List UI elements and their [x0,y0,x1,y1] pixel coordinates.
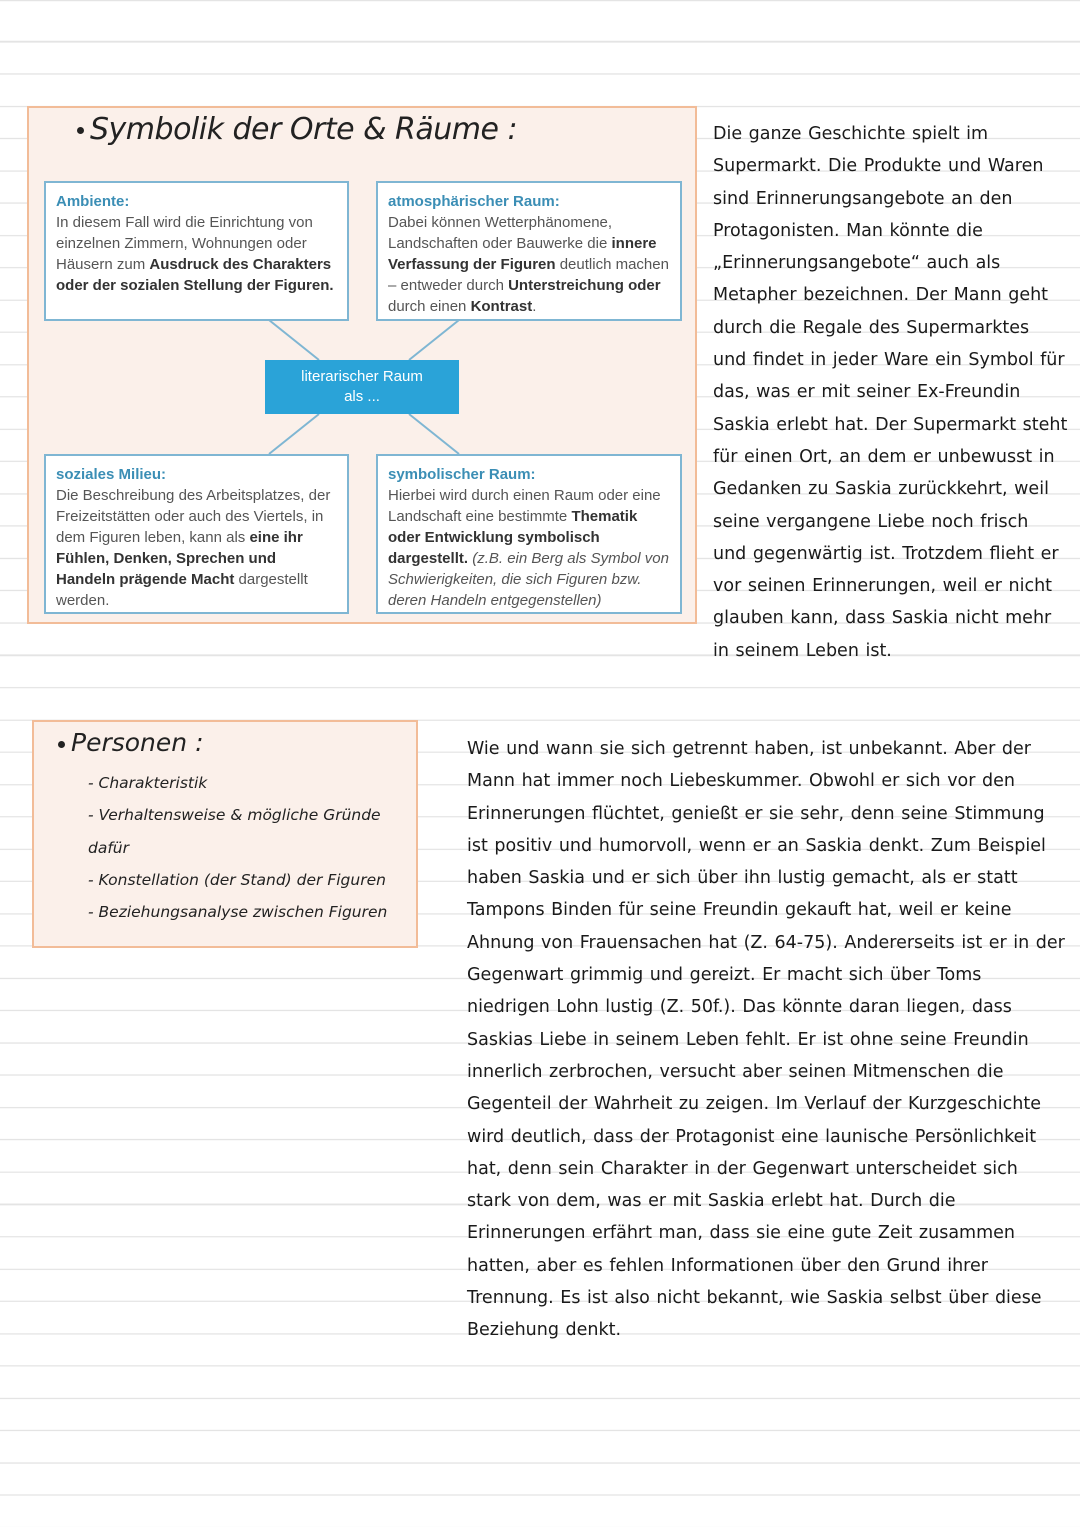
box-atmosphaerisch-bold-3: Kontrast [470,298,533,315]
symbolik-panel [27,106,697,624]
box-atmosphaerisch-title: atmosphärischer Raum: [388,193,560,210]
box-symbolisch [376,454,682,614]
center-label-1: literarischer Raum [301,368,423,385]
box-sozial-bold: eine ihr Fühlen, Denken, Sprechen und Handeln prägende Macht [56,529,303,588]
personen-analysis-paragraph: Wie und wann sie sich getrennt haben, ist unbekannt. Aber der Mann hat immer noch Liebeskummer. Obwohl er sich vor den Erinnerungen flüchtet, genießt er sie sehr, denn seine Stimmung ist positiv und humorvoll, wenn er an Saskia denkt. Zum Beispiel haben Saskia und er sich über ihn lustig gemacht, als er statt Tampons Binden für seine Freundin gekauft hat, weil er keine Ahnung von Frauensachen hat (Z. 64-75). Andererseits ist er in der Gegenwart grimmig und gereizt. Er macht sich über Toms niedrigen Lohn lustig (Z. 50f.). Das könnte daran liegen, dass Saskias Liebe in seinem Leben fehlt. Er ist ohne seine Freundin innerlich zerbrochen, versucht aber seinen Mitmenschen die Gegenteil der Wahrheit zu zeigen. Im Verlauf der Kurzgeschichte wird deutlich, dass der Protagonist eine launische Persönlichkeit hat, denn sein Charakter in der Gegenwart unterscheidet sich stark von dem, was er mit Saskia erlebt hat. Durch die Erinnerungen erfährt man, dass sie eine gute Zeit zusammen hatten, aber es fehlen Informationen über den Grund ihrer Trennung. Es ist also nicht bekannt, wie Saskia selbst über diese Beziehung denkt. [467,739,1065,1341]
box-sozial-text-1: Die Beschreibung des Arbeitsplatzes, der Freizeitstätten oder auch des Viertels, in dem Figuren leben, kann als [56,487,331,546]
connector-symbolisch [409,414,459,454]
box-atmosphaerisch-text-3: durch einen [388,298,471,315]
box-ambiente-text: In diesem Fall wird die Einrichtung von einzelnen Zimmern, Wohnungen oder Häusern zum [56,214,313,273]
center-label-2: als ... [344,388,380,405]
connector-ambiente [269,320,319,360]
box-symbolisch-example: (z.B. ein Berg als Symbol von Schwierigkeiten, die sich Figuren bzw. deren Handeln entgegenstellen) [388,550,669,609]
box-sozial [44,454,349,614]
box-atmosphaerisch-bold-2: Unterstreichung oder [508,277,661,294]
box-atmosphaerisch-text-2: deutlich machen – entweder durch [388,256,669,294]
box-atmosphaerisch-text-4: . [532,298,537,315]
personen-item-continuation: dafür [88,838,129,857]
box-symbolisch-title: symbolischer Raum: [388,466,536,483]
personen-item: - Beziehungsanalyse zwischen Figuren [88,896,408,928]
personen-item: - Charakteristik [88,767,408,799]
box-ambiente [44,181,349,321]
symbolik-heading: Symbolik der Orte & Räume : [77,112,517,147]
literarischer-raum-box [265,360,459,414]
personen-heading: Personen : [58,728,204,757]
box-sozial-text-2: dargestellt werden. [56,571,308,609]
personen-item: - Verhaltensweise & mögliche Gründe [88,799,408,831]
bullet-dot-icon [58,741,65,748]
box-ambiente-title: Ambiente: [56,193,130,210]
connector-atmosphaerisch [409,320,459,360]
box-symbolisch-bold: Thematik oder Entwicklung symbolisch dargestellt. [388,508,638,567]
connector-sozial [269,414,319,454]
personen-list [88,767,408,928]
box-symbolisch-text: Hierbei wird durch einen Raum oder eine Landschaft eine bestimmte [388,487,661,525]
personen-item: - Konstellation (der Stand) der Figuren [88,864,408,896]
box-atmosphaerisch-text-1: Dabei können Wetterphänomene, Landschaften oder Bauwerke die [388,214,613,252]
box-sozial-title: soziales Milieu: [56,466,167,483]
box-ambiente-bold: Ausdruck des Charakters oder der sozialen Stellung der Figuren. [56,256,334,294]
box-atmosphaerisch [376,181,682,321]
personen-panel [32,720,418,948]
symbolik-analysis-paragraph: Die ganze Geschichte spielt im Supermarkt. Die Produkte und Waren sind Erinnerungsangebote an den Protagonisten. Man könnte die „Erinnerungsangebote“ auch als Metapher bezeichnen. Der Mann geht durch die Regale des Supermarktes und findet in jeder Ware ein Symbol für das, was er mit seiner Ex-Freundin Saskia erlebt hat. Der Supermarkt steht für einen Ort, an dem er unbewusst in Gedanken zu Saskia zurückkehrt, weil seine vergangene Liebe noch frisch und gegenwärtig ist. Trotzdem flieht er vor seinen Erinnerungen, weil er nicht glauben kann, dass Saskia nicht mehr in seinem Leben ist. [713,124,1068,661]
box-atmosphaerisch-bold-1: innere Verfassung der Figuren [388,235,657,273]
